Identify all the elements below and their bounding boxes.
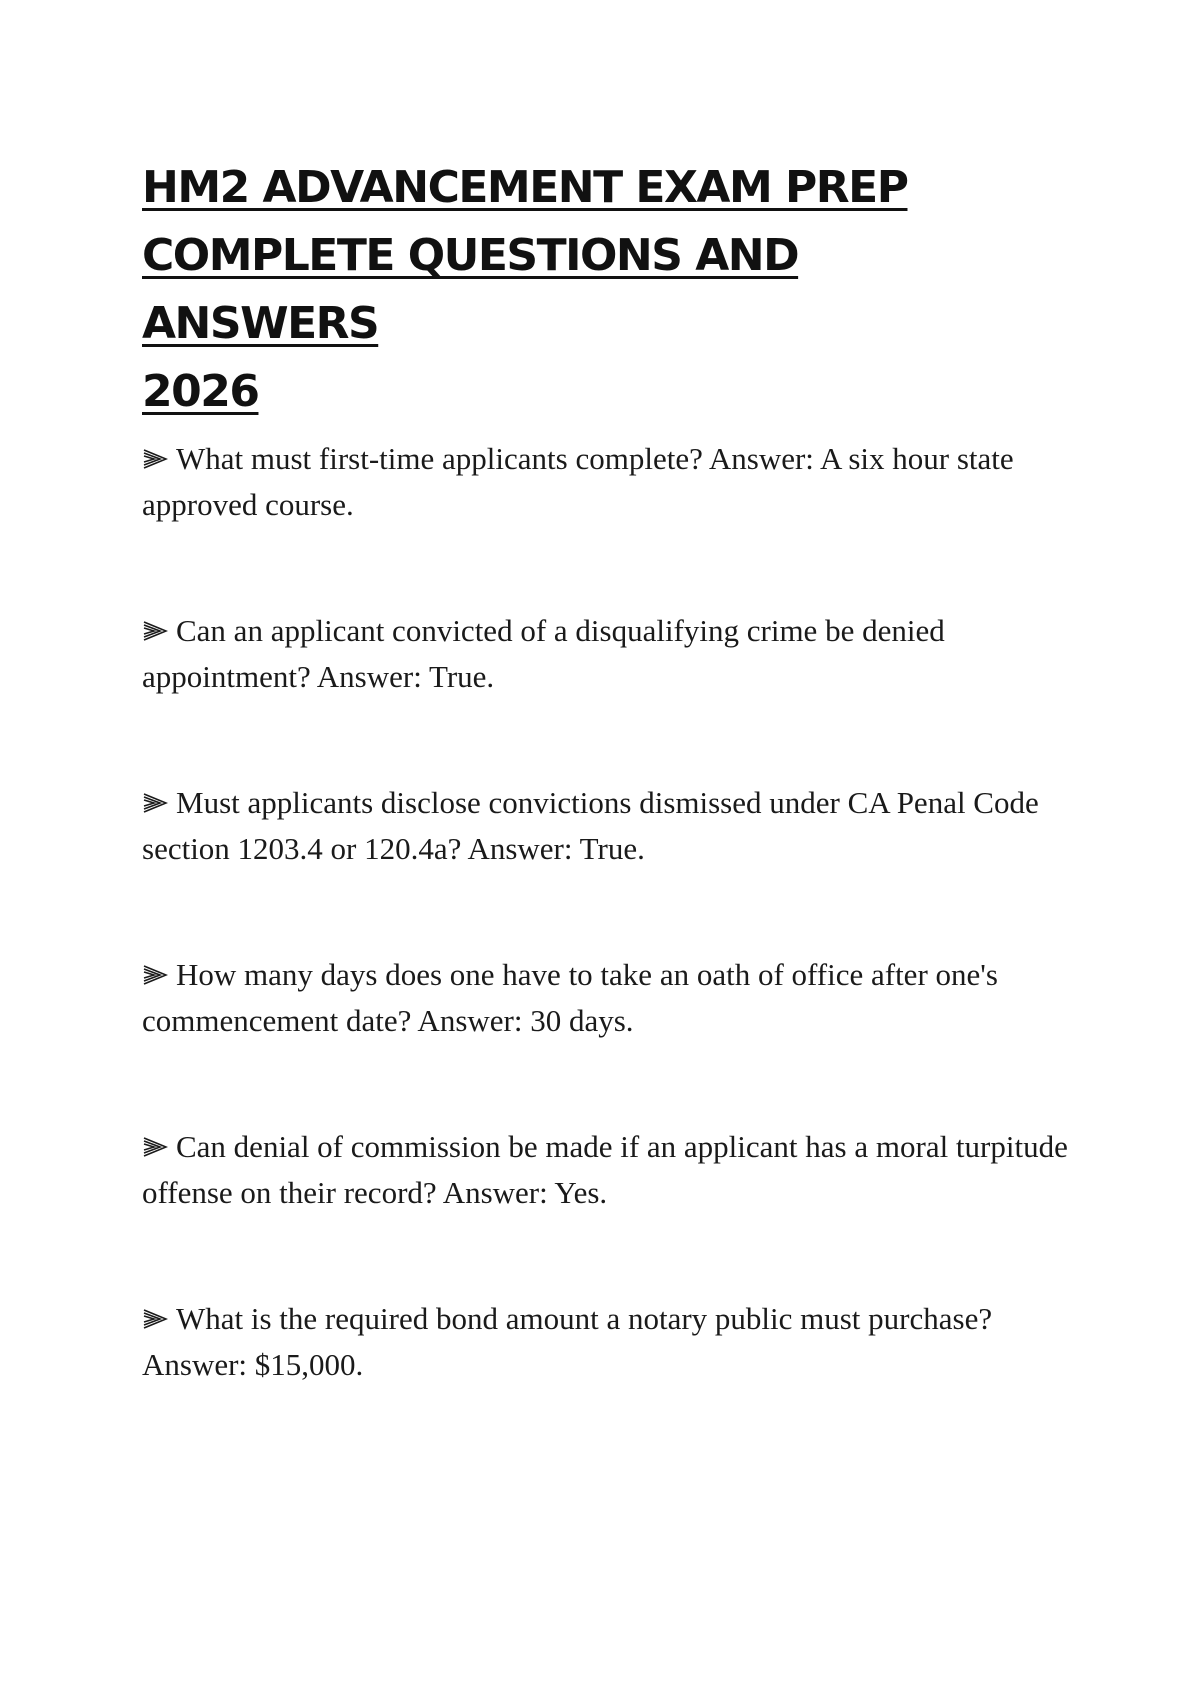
qa-item xyxy=(142,952,1082,1124)
qa-text: What must first-time applicants complete? Answer: A six hour state approved course. xyxy=(142,441,1014,522)
arrowhead-bullet-icon xyxy=(142,448,168,470)
qa-text: How many days does one have to take an oath of office after one's commencement date? Answer: 30 days. xyxy=(142,957,998,1038)
qa-text: Can an applicant convicted of a disqualifying crime be denied appointment? Answer: True. xyxy=(142,613,945,694)
arrowhead-bullet-icon xyxy=(142,1308,168,1330)
title-line: HM2 ADVANCEMENT EXAM PREP xyxy=(142,162,908,213)
arrowhead-bullet-icon xyxy=(142,620,168,642)
qa-item xyxy=(142,608,1082,780)
title-line: 2026 xyxy=(142,366,259,417)
arrowhead-bullet-icon xyxy=(142,792,168,814)
qa-text: What is the required bond amount a notary public must purchase? Answer: $15,000. xyxy=(142,1301,993,1382)
qa-item xyxy=(142,1296,1082,1468)
qa-item xyxy=(142,1124,1082,1296)
qa-item xyxy=(142,436,1082,608)
document-title xyxy=(142,154,1042,426)
title-line: COMPLETE QUESTIONS AND ANSWERS xyxy=(142,230,799,349)
qa-text: Must applicants disclose convictions dismissed under CA Penal Code section 1203.4 or 120.4a? Answer: True. xyxy=(142,785,1039,866)
qa-list xyxy=(142,436,1082,1468)
qa-text: Can denial of commission be made if an applicant has a moral turpitude offense on their record? Answer: Yes. xyxy=(142,1129,1068,1210)
arrowhead-bullet-icon xyxy=(142,964,168,986)
qa-item xyxy=(142,780,1082,952)
arrowhead-bullet-icon xyxy=(142,1136,168,1158)
